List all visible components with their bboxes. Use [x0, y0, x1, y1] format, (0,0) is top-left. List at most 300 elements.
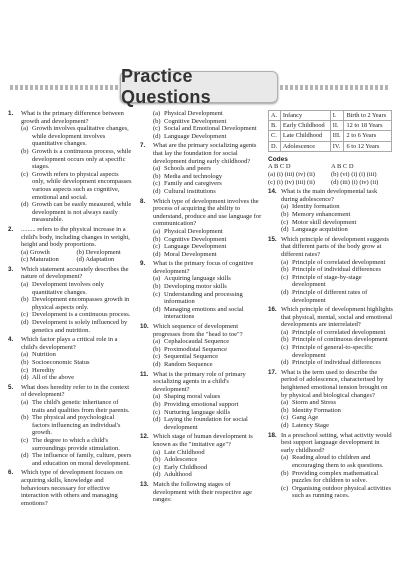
codes-option: (b) (vi) (i) (i) (iii): [331, 171, 377, 178]
answer-option: [153, 165, 262, 173]
option-text: Adolescence: [164, 456, 198, 464]
answer-option: [281, 266, 394, 274]
option-letter: (d): [153, 416, 161, 424]
option-text: Providing emotional support: [164, 400, 239, 408]
option-letter: (c): [153, 290, 161, 298]
answer-option: [153, 393, 262, 401]
question-number: 6.: [8, 469, 14, 477]
option-text: Socioeconomic Status: [32, 359, 90, 366]
column-3-questions: [268, 188, 394, 500]
question-text: What is the main developmental task during adolescence?: [281, 188, 378, 203]
option-letter: (c): [281, 218, 289, 226]
option-text: Principle of general-to-specific development: [292, 344, 373, 359]
answer-option: [281, 259, 394, 267]
match-row: [269, 111, 392, 121]
question-number: 12.: [140, 433, 149, 441]
question-number: 2.: [8, 225, 14, 233]
answer-option: [21, 296, 132, 311]
question: [268, 306, 394, 367]
answer-option: [281, 336, 394, 344]
answer-option-pair: [21, 256, 132, 264]
question-text: What are the primary socializing agents that lay the foundation for social development during early childhood?: [153, 142, 257, 165]
question-text: In a preschool setting, what activity would best support language development in early childhood?: [281, 431, 392, 454]
option-letter: (d): [281, 359, 289, 367]
answer-option: [21, 148, 132, 171]
section-header: [0, 66, 400, 107]
option-letter: (b): [153, 172, 161, 180]
answer-option: [153, 125, 262, 133]
match-cell: 12 to 18 Years: [344, 121, 392, 131]
option-text: Cognitive Development: [164, 235, 227, 243]
option-letter: (a): [21, 351, 29, 359]
question: [140, 323, 262, 369]
question-body: [153, 198, 262, 259]
question-body: [153, 110, 262, 140]
answer-option: [281, 344, 394, 359]
question-body: [153, 433, 262, 479]
match-cell: Late Childhood: [280, 131, 330, 141]
option-text: Cognitive Development: [164, 117, 227, 125]
question-number: 8.: [140, 197, 146, 205]
codes-option: (a) (i) (iii) (iv) (ii): [268, 171, 315, 178]
answer-option: [21, 437, 132, 452]
answer-option: [21, 171, 132, 201]
answer-option: (d) Adaptation: [76, 256, 115, 264]
answer-option: [153, 456, 262, 464]
option-letter: (b): [281, 266, 289, 274]
answer-option: [153, 188, 262, 196]
option-letter: (c): [153, 125, 161, 133]
option-letter: (c): [21, 436, 29, 444]
answer-option: [153, 449, 262, 457]
question-number: [140, 110, 153, 140]
answer-option: [281, 219, 394, 227]
question-body: [21, 336, 132, 382]
answer-option: [153, 275, 262, 283]
option-text: Early Childhood: [164, 463, 208, 471]
column-2: [140, 110, 262, 506]
option-text: Media and technology: [164, 172, 223, 180]
option-text: Adulthood: [164, 471, 192, 479]
option-text: Proximodistal Sequence: [164, 345, 228, 353]
match-cell: I.: [330, 111, 344, 121]
option-letter: (b): [153, 117, 161, 125]
question-number: 18.: [268, 431, 277, 439]
option-letter: (c): [281, 484, 289, 492]
option-letter: (b): [281, 469, 289, 477]
option-text: Moral Development: [164, 250, 217, 258]
match-cell: II.: [330, 121, 344, 131]
option-letter: (a): [153, 338, 161, 346]
option-letter: (b): [153, 345, 161, 353]
match-cell: III.: [330, 131, 344, 141]
question: [268, 188, 394, 234]
question-number: 17.: [268, 368, 277, 376]
answer-option: [21, 359, 132, 367]
answer-option: [281, 470, 394, 485]
option-letter: (b): [153, 283, 161, 291]
option-letter: (a): [281, 203, 289, 211]
answer-option: [281, 211, 394, 219]
option-letter: (c): [281, 273, 289, 281]
option-letter: (c): [153, 353, 161, 361]
option-text: Social and Emotional Development: [164, 125, 257, 133]
question-body: [153, 371, 262, 432]
question-number: 5.: [8, 383, 14, 391]
option-text: Schools and peers: [164, 165, 211, 173]
option-text: The physical and psychological factors influencing an individual's growth.: [32, 414, 121, 437]
codes-head-right: A B C D: [331, 163, 354, 171]
option-letter: (c): [153, 408, 161, 416]
match-row: [269, 141, 392, 151]
option-text: Principle of continuous development: [292, 336, 388, 344]
question: [140, 110, 262, 140]
question-body: [21, 266, 132, 334]
question: [140, 371, 262, 432]
question-body: [153, 260, 262, 321]
option-text: Principle of correlated development: [292, 328, 386, 336]
answer-option: [153, 464, 262, 472]
question-number: 9.: [140, 260, 146, 268]
codes-head-left: A B C D: [268, 163, 291, 171]
question-text: Match the following stages of development with their respective age ranges:: [153, 480, 252, 504]
question: [140, 433, 262, 479]
option-letter: (a): [21, 281, 29, 289]
page-title: Practice Questions: [121, 66, 211, 107]
question-body: [281, 369, 394, 430]
option-text: Physical Development: [164, 110, 223, 117]
match-cell: Birth to 2 Years: [344, 111, 392, 121]
option-letter: (d): [281, 288, 289, 296]
option-text: Reading aloud to children and encouraging them to ask questions.: [292, 454, 384, 469]
option-text: Organising outdoor physical activities such as running races.: [292, 484, 391, 500]
answer-option: [21, 374, 132, 382]
question: [140, 260, 262, 321]
answer-option: [153, 361, 262, 369]
option-letter: (d): [21, 452, 29, 460]
answer-option: [281, 329, 394, 337]
match-cell: IV.: [330, 141, 344, 151]
option-letter: (d): [153, 305, 161, 313]
question-text: Which type of development involves the process of acquiring the ability to understand, produce and use language for communication?: [153, 197, 262, 228]
question: [268, 236, 394, 304]
option-letter: (a): [21, 125, 29, 133]
answer-option: [21, 414, 132, 437]
option-text: Family and caregivers: [164, 180, 222, 188]
option-letter: (b): [21, 359, 29, 366]
option-letter: (c): [153, 243, 161, 251]
question-text: Which sequence of development progresses from the "head to toe"?: [153, 323, 243, 338]
option-text: Principle of individual differences: [292, 359, 381, 367]
option-text: Gang Age: [292, 414, 319, 422]
option-text: The influence of family, culture, peers and education on moral development.: [32, 452, 132, 467]
question-number: 3.: [8, 265, 14, 273]
option-letter: (d): [153, 187, 161, 195]
option-letter: (a): [153, 165, 161, 173]
question-body: [21, 226, 132, 264]
question-body: [281, 236, 394, 304]
answer-option: (c) Maturation: [21, 256, 59, 264]
codes-option: (d) (iii) (i) (iv) (ii): [331, 178, 379, 186]
option-text: All of the above: [32, 374, 75, 382]
question-body: [153, 481, 262, 504]
match-cell: A.: [269, 111, 281, 121]
option-letter: (c): [21, 311, 29, 319]
question-text: What is the term used to describe the period of adolescence, characterised by heightened emotional tension brought on by physical and biological changes?: [281, 368, 388, 399]
answer-option: [281, 414, 394, 422]
answer-option: [281, 359, 394, 367]
option-text: Growth can be easily measured, while development is not always easily measurable.: [32, 201, 132, 224]
option-text: Latency Stage: [292, 422, 329, 429]
answer-option: [153, 353, 262, 361]
option-letter: (d): [153, 471, 161, 479]
question-text: ......... refers to the physical increase in a child's body, including changes in weight, height and body proportions.: [21, 225, 130, 249]
option-text: Physical Development: [164, 227, 223, 235]
answer-option: [281, 289, 394, 304]
option-text: Development is a continuous process.: [32, 311, 131, 319]
option-letter: (b): [21, 147, 29, 155]
answer-option: [281, 422, 394, 430]
question: [268, 369, 394, 430]
option-text: Principle of individual differences: [292, 266, 381, 274]
option-text: Sequential Sequence: [164, 353, 218, 361]
answer-option: [153, 401, 262, 409]
answer-option: [21, 201, 132, 224]
option-letter: (b): [281, 210, 289, 218]
answer-option: [21, 125, 132, 148]
option-letter: (b): [153, 235, 161, 243]
option-text: Principle of different rates of development: [292, 288, 368, 304]
question-text: Which factor plays a critical role in a child's development?: [21, 336, 118, 351]
match-table: [268, 110, 392, 152]
question: [140, 142, 262, 195]
option-text: Development involves only quantitative changes.: [32, 281, 104, 296]
option-letter: (b): [21, 296, 29, 304]
option-text: Cephalocaudal Sequence: [164, 338, 230, 346]
option-letter: (a): [153, 227, 161, 235]
option-letter: (b): [281, 336, 289, 344]
answer-option: [153, 243, 262, 251]
option-text: The degree to which a child's surroundings provide stimulation.: [32, 436, 120, 452]
option-letter: (b): [153, 456, 161, 464]
question-text: Which stage of human development is known as the "imitative age"?: [153, 433, 253, 448]
answer-option: [153, 291, 262, 306]
question-number: 14.: [268, 188, 277, 196]
question: [140, 481, 262, 504]
match-row: [269, 121, 392, 131]
option-letter: (d): [153, 361, 161, 368]
option-letter: (c): [21, 170, 29, 178]
answer-option: [153, 180, 262, 188]
option-letter: (b): [281, 406, 289, 414]
match-cell: 6 to 12 Years: [344, 141, 392, 151]
question: [8, 110, 132, 224]
question-text: Which statement accurately describes the nature of development?: [21, 265, 129, 281]
question-body: [281, 432, 394, 500]
option-letter: (a): [281, 258, 289, 266]
answer-option: (b) Development: [76, 248, 121, 256]
answer-option: [21, 311, 132, 319]
answer-option: [21, 281, 132, 296]
option-text: Motor skill development: [292, 218, 357, 226]
answer-option: [281, 407, 394, 415]
option-text: Developing motor skills: [164, 283, 227, 291]
question-number: 10.: [140, 323, 149, 331]
option-text: Heredity: [32, 366, 55, 374]
codes-block: [268, 156, 394, 186]
question: [8, 266, 132, 334]
option-letter: (a): [153, 110, 161, 117]
answer-option: [281, 203, 394, 211]
option-text: Nurturing language skills: [164, 408, 231, 416]
option-letter: (b): [153, 400, 161, 408]
option-letter: (a): [153, 393, 161, 401]
option-letter: (c): [153, 463, 161, 471]
option-letter: (a): [153, 275, 161, 283]
option-text: Random Sequence: [164, 361, 213, 368]
question-number: 4.: [8, 336, 14, 344]
answer-option: [153, 416, 262, 431]
question-number: 11.: [140, 370, 149, 378]
question-body: [153, 142, 262, 195]
question-number: 7.: [140, 142, 146, 150]
option-text: Storm and Stress: [292, 399, 337, 407]
option-letter: (d): [21, 201, 29, 209]
option-text: Providing complex mathematical puzzles for children to solve.: [292, 469, 379, 485]
match-cell: Early Childhood: [280, 121, 330, 131]
match-cell: Infancy: [280, 111, 330, 121]
option-letter: (d): [153, 250, 161, 258]
option-letter: (a): [21, 398, 29, 406]
question: [268, 432, 394, 500]
match-cell: C.: [269, 131, 281, 141]
option-letter: (d): [281, 422, 289, 429]
answer-option: [21, 399, 132, 414]
answer-option: [153, 409, 262, 417]
answer-option: [21, 367, 132, 375]
answer-option: [153, 306, 262, 321]
question-text: Which type of development focuses on acquiring skills, knowledge and behaviours necessary for effective interaction with others and managing emotions?: [21, 469, 123, 507]
question: [8, 336, 132, 382]
option-text: Managing emotions and social interactions: [164, 305, 244, 321]
option-letter: (c): [153, 180, 161, 188]
question: [8, 226, 132, 264]
answer-option: [281, 226, 394, 234]
answer-option: [281, 454, 394, 469]
question-body: [281, 188, 394, 234]
option-letter: (d): [21, 319, 29, 327]
option-text: Nutrition: [32, 351, 56, 359]
answer-option: [153, 251, 262, 259]
question-text: What does heredity refer to in the context of development?: [21, 383, 130, 399]
question-text: What is the primary difference between growth and development?: [21, 110, 124, 125]
option-letter: (a): [281, 454, 289, 462]
match-cell: B.: [269, 121, 281, 131]
answer-option: (a) Growth: [21, 248, 50, 256]
answer-option: [153, 236, 262, 244]
match-cell: 2 to 6 Years: [344, 131, 392, 141]
question-body: [21, 469, 132, 507]
answer-option: [153, 228, 262, 236]
option-text: Identity formation: [292, 203, 340, 211]
answer-option: [153, 471, 262, 479]
match-cell: D.: [269, 141, 281, 151]
answer-option: [153, 133, 262, 141]
answer-option: [153, 338, 262, 346]
option-letter: (a): [281, 328, 289, 336]
option-letter: (d): [281, 226, 289, 234]
option-text: Acquiring language skills: [164, 275, 231, 283]
option-text: Memory enhancement: [292, 210, 351, 218]
answer-option: [153, 346, 262, 354]
answer-option-pair: [21, 249, 132, 257]
match-row: [269, 131, 392, 141]
option-letter: (c): [281, 414, 289, 422]
question: [8, 384, 132, 468]
option-text: Growth is a continuous process, while development occurs only at specific stages.: [32, 147, 132, 171]
question-body: [281, 306, 394, 367]
option-text: Identity Formation: [292, 406, 341, 414]
option-text: Language Development: [164, 132, 227, 140]
column-1: [8, 110, 132, 509]
question-number: 16.: [268, 306, 277, 314]
option-text: Language acquisition: [292, 226, 348, 234]
option-text: Principle of stage-by-stage development: [292, 273, 362, 289]
question-body: [153, 323, 262, 369]
option-text: Understanding and processing information: [164, 290, 243, 306]
question-text: What is the primary role of primary socializing agents in a child's development?: [153, 370, 246, 393]
answer-option: [153, 110, 262, 118]
answer-option: [281, 399, 394, 407]
option-text: Growth involves qualitative changes, while development involves quantitative changes.: [32, 125, 129, 148]
option-text: The child's genetic inheritance of traits and qualities from their parents.: [32, 398, 130, 414]
option-letter: (d): [21, 374, 29, 382]
option-text: Cultural institutions: [164, 187, 216, 195]
answer-option: [153, 283, 262, 291]
question-body: [21, 110, 132, 224]
option-text: Development is solely influenced by genetics and nutrition.: [32, 319, 128, 334]
codes-label: Codes: [268, 155, 288, 163]
option-letter: (c): [281, 344, 289, 352]
question-text: Which principle of development highlights that physical, mental, social and emotional developments are interrelated?: [281, 306, 393, 329]
column-3: [268, 110, 394, 502]
answer-option: [21, 452, 132, 467]
option-letter: (c): [21, 366, 29, 374]
question-text: Which principle of development suggests that different parts of the body grow at different rates?: [281, 235, 389, 258]
option-text: Laying the foundation for social development: [164, 416, 248, 431]
option-letter: (d): [153, 132, 161, 140]
question: [140, 198, 262, 259]
answer-option: [281, 274, 394, 289]
question: [8, 469, 132, 507]
option-letter: (a): [281, 399, 289, 407]
header-tab: [120, 66, 278, 107]
question-number: 1.: [8, 110, 14, 117]
question-body: [21, 384, 132, 468]
option-text: Language Development: [164, 243, 227, 251]
match-cell: Adolescence: [280, 141, 330, 151]
option-text: Growth refers to physical aspects only, while development encompasses various aspects such as cognitive, emotional and social.: [32, 170, 132, 201]
option-text: Shaping moral values: [164, 393, 221, 401]
answer-option: [21, 351, 132, 359]
question-number: 13.: [140, 480, 149, 488]
option-text: Principle of correlated development: [292, 258, 386, 266]
answer-option: [153, 118, 262, 126]
question-number: 15.: [268, 235, 277, 243]
answer-option: [21, 319, 132, 334]
option-letter: (b): [21, 414, 29, 422]
answer-option: [281, 485, 394, 500]
